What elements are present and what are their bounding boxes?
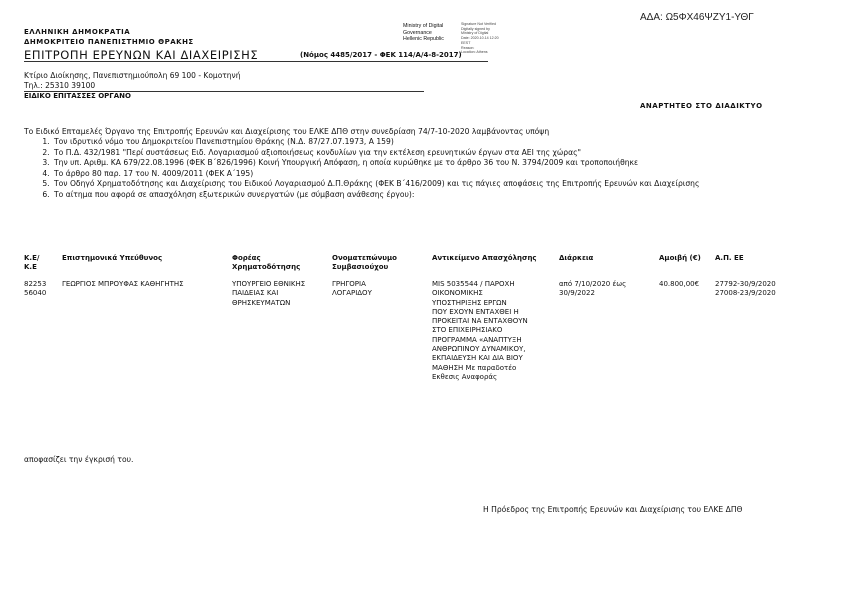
list-item: 3. Την υπ. Αριθμ. ΚΑ 679/22.08.1996 (ΦΕΚ Β΄826/1996) Κοινή Υπουργική Απόφαση, η οποία κυρώθηκε με το άρθρο 36 του Ν. 3794/2009 και τροποποιήθηκε xyxy=(52,158,792,169)
list-item: 1. Τον ιδρυτικό νόμο του Δημοκριτείου Πανεπιστημίου Θράκης (Ν.Δ. 87/27.07.1973, Α 159) xyxy=(52,137,792,148)
table-header-row xyxy=(24,254,795,280)
cell-funder: ΥΠΟΥΡΓΕΙΟ ΕΘΝΙΚΗΣ ΠΑΙΔΕΙΑΣ ΚΑΙ ΘΡΗΣΚΕΥΜΑΤΩΝ xyxy=(232,280,306,307)
president-signature-line: Η Πρόεδρος της Επιτροπής Ερευνών και Διαχείρισης του ΕΛΚΕ ΔΠΘ xyxy=(483,505,743,514)
header-republic: ΕΛΛΗΝΙΚΗ ΔΗΜΟΚΡΑΤΙΑ xyxy=(24,28,131,36)
header-university: ΔΗΜΟΚΡΙΤΕΙΟ ΠΑΝΕΠΙΣΤΗΜΙΟ ΘΡΑΚΗΣ xyxy=(24,38,194,46)
col-header-duration: Διάρκεια xyxy=(559,254,594,262)
header-phone: Τηλ.: 25310 39100 xyxy=(24,81,96,90)
header-law-reference: (Νόμος 4485/2017 - ΦΕΚ 114/Α/4-8-2017) xyxy=(300,51,462,59)
signer-line: Ministry of Digital xyxy=(403,23,444,29)
list-item: 6. Το αίτημα που αφορά σε απασχόληση εξωτερικών συνεργατών (με σύμβαση ανάθεσης έργου): xyxy=(52,190,792,201)
col-header-supervisor: Επιστημονικά Υπεύθυνος xyxy=(62,254,163,262)
cell-duration: από 7/10/2020 έως 30/9/2022 xyxy=(559,280,627,298)
col-header-subject: Αντικείμενο Απασχόλησης xyxy=(432,254,537,262)
col-header-fee: Αμοιβή (€) xyxy=(659,254,701,262)
signature-detail-line: Date: 2020.10.14 12:20 xyxy=(461,36,499,41)
cell-contractor: ΓΡΗΓΟΡΙΑ ΛΟΓΑΡΙΔΟΥ xyxy=(332,280,372,298)
cell-protocol: 27792-30/9/2020 27008-23/9/2020 xyxy=(715,280,776,298)
contract-table xyxy=(24,254,795,382)
cell-supervisor: ΓΕΩΡΓΙΟΣ ΜΠΡΟΥΦΑΣ ΚΑΘΗΓΗΤΗΣ xyxy=(62,280,184,288)
signer-line: Hellenic Republic xyxy=(403,36,444,43)
col-header-protocol: Α.Π. ΕΕ xyxy=(715,254,744,262)
col-header-contractor: Ονοματεπώνυμο Συμβασιούχου xyxy=(332,254,397,271)
table-row xyxy=(24,280,795,382)
header-committee: ΕΠΙΤΡΟΠΗ ΕΡΕΥΝΩΝ ΚΑΙ ΔΙΑΧΕΙΡΙΣΗΣ xyxy=(24,48,259,62)
cell-code: 82253 56040 xyxy=(24,280,47,298)
signature-detail-line: Reason: xyxy=(461,45,475,50)
intro-text: Το Ειδικό Επταμελές Όργανο της Επιτροπής Ερευνών και Διαχείρισης του ΕΛΚΕ ΔΠΘ στην συνεδρίαση 74/7-10-2020 λαμβάνοντας υπόψη xyxy=(24,127,550,136)
signer-line: Governance xyxy=(403,29,432,36)
signature-signer xyxy=(403,23,444,43)
signature-detail-line: Digitally signed by xyxy=(461,26,490,31)
approval-text: αποφασίζει την έγκρισή του. xyxy=(24,455,134,464)
header-unit: ΕΙΔΙΚΟ ΕΠΙΤΑΣΣΕΣ ΟΡΓΑΝΟ xyxy=(24,92,131,100)
cell-fee: 40.800,00€ xyxy=(659,280,700,288)
signature-details xyxy=(461,22,499,55)
considerations-list xyxy=(24,137,792,201)
list-item: 5. Τον Οδηγό Χρηματοδότησης και Διαχείρισης του Ειδικού Λογαριασμού Δ.Π.Θράκης (ΦΕΚ Β΄416/2009) και τις πάγιες αποφάσεις της Επιτροπής Ερευνών και Διαχείρισης xyxy=(52,179,792,190)
cell-subject: MIS 5035544 / ΠΑΡΟΧΗ ΟΙΚΟΝΟΜΙΚΗΣ ΥΠΟΣΤΗΡΙΞΗΣ ΕΡΓΩΝ ΠΟΥ ΕΧΟΥΝ ΕΝΤΑΧΘΕΙ Η ΠΡΟΚΕΙΤΑΙ ΝΑ ΕΝΤΑΧΘΟΥΝ ΣΤΟ ΕΠΙΧΕΙΡΗΣΙΑΚΟ ΠΡΟΓΡΑΜΜΑ «ΑΝΑΠΤΥΞΗ ΑΝΘΡΩΠΙΝΟΥ ΔΥΝΑΜΙΚΟΥ, ΕΚΠΑΙΔΕΥΣΗ ΚΑΙ ΔΙΑ ΒΙΟΥ ΜΑΘΗΣΗ Με παραδοτέο Εκθεσις Αναφοράς xyxy=(432,280,528,381)
col-header-code: Κ.Ε/ Κ.Ε xyxy=(24,254,40,271)
signature-detail-line: Ministry of Digital xyxy=(461,31,489,36)
signature-detail-line: EEST xyxy=(461,40,471,45)
list-item: 2. Το Π.Δ. 432/1981 "Περί συστάσεως Ειδ. Λογαριασμού αξιοποιήσεως κονδυλίων για την εκτέλεση ερευνητικών έργων στα ΑΕΙ της χώρας" xyxy=(52,148,792,159)
col-header-funder: Φορέας Χρηματοδότησης xyxy=(232,254,301,271)
header-divider xyxy=(24,61,488,62)
ada-code: ΑΔΑ: Ω5ΦΧ46ΨΖΥ1-ΥΘΓ xyxy=(640,12,754,23)
header-address: Κτίριο Διοίκησης, Πανεπιστημιούπολη 69 100 - Κομοτηνή xyxy=(24,71,241,80)
list-item: 4. Το άρθρο 80 παρ. 17 του Ν. 4009/2011 (ΦΕΚ Α΄195) xyxy=(52,169,792,180)
signature-detail-line: Signature Not Verified xyxy=(461,22,496,26)
signature-detail-line: Location: Athens xyxy=(461,50,488,55)
publish-notice: ΑΝΑΡΤΗΤΕΟ ΣΤΟ ΔΙΑΔΙΚΤΥΟ xyxy=(640,102,763,110)
